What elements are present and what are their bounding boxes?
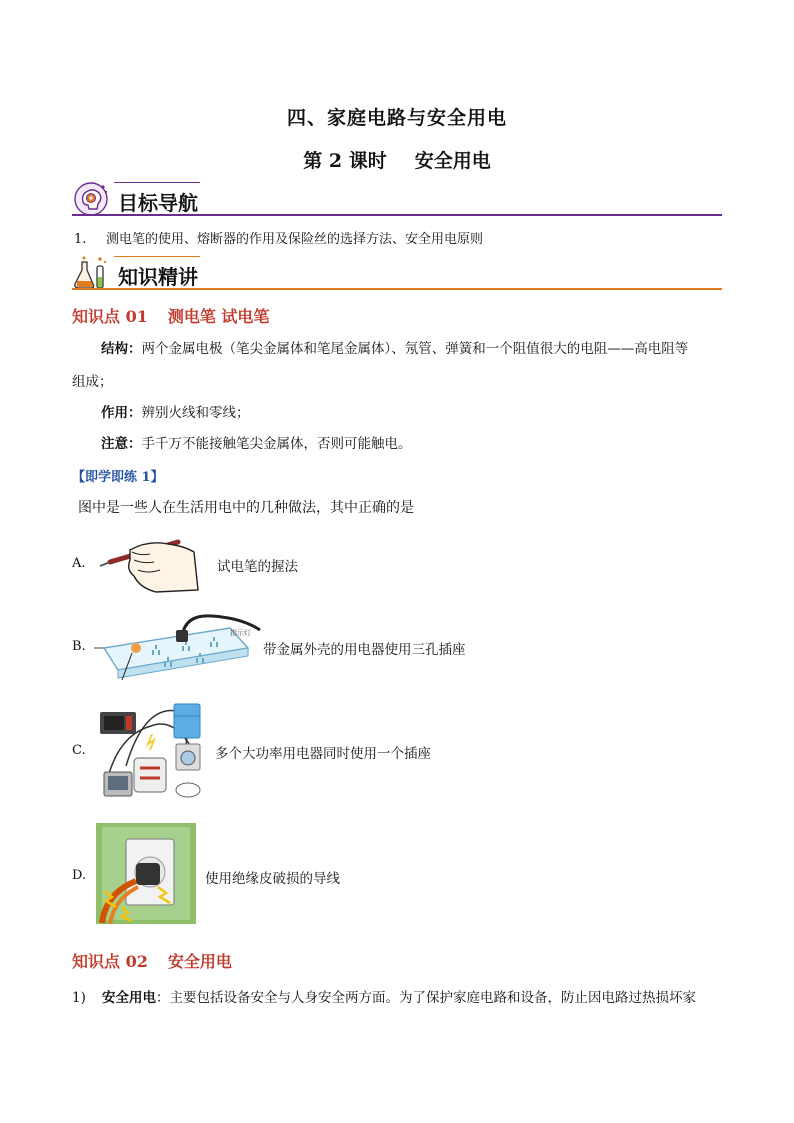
lesson-topic: 安全用电: [414, 150, 491, 172]
option-b-letter: B.: [72, 639, 86, 654]
goal-number: 1.: [74, 232, 87, 247]
function-paragraph: [101, 399, 250, 428]
option-d-letter: D.: [72, 868, 87, 883]
brain-gear-icon: [72, 180, 110, 218]
lesson-number: 第 2 课时: [303, 150, 387, 172]
lab-flask-icon: [72, 254, 110, 292]
question-text: 图中是一些人在生活用电中的几种做法，其中正确的是: [78, 500, 414, 516]
notice-text: 手千万不能接触笔尖金属体，否则可能触电。: [141, 436, 412, 452]
option-a-text: 试电笔的握法: [217, 559, 298, 575]
page-subtitle: [0, 146, 794, 173]
section-header-knowledge: [72, 254, 722, 294]
option-b-three-hole-socket-picture: [92, 608, 262, 686]
goal-list-item: [74, 228, 483, 247]
section-label-knowledge: 知识精讲: [118, 265, 198, 289]
option-a-pen-grip-picture: [90, 530, 202, 596]
safety-item-1: [72, 986, 696, 1006]
option-b-text: 带金属外壳的用电器使用三孔插座: [263, 642, 466, 658]
section-header-rule: [72, 288, 722, 290]
practice-label: 【即学即练 1】: [72, 470, 164, 485]
knowledge-point-01-heading: [72, 304, 269, 327]
section-header-rule: [72, 214, 722, 216]
notice-term: 注意：: [101, 436, 142, 452]
structure-term: 结构：: [101, 341, 142, 357]
page-title: 四、家庭电路与安全用电: [286, 107, 507, 129]
option-d-text: 使用绝缘皮破损的导线: [205, 871, 340, 887]
goal-text: 测电笔的使用、熔断器的作用及保险丝的选择方法、安全用电原则: [106, 232, 484, 247]
structure-text: 两个金属电极（笔尖金属体和笔尾金属体）、氖管、弹簧和一个阻值很大的电阻——高电阻等: [141, 341, 689, 357]
option-d-damaged-wire-picture: [96, 823, 196, 924]
function-term: 作用：: [101, 405, 142, 421]
structure-paragraph-continued: 组成；: [72, 374, 113, 390]
safety-item-text: ：主要包括设备安全与人身安全两方面。为了保护家庭电路和设备，防止因电路过热损坏家: [156, 990, 696, 1006]
section-label-goal: 目标导航: [118, 191, 198, 215]
structure-paragraph: [101, 335, 688, 364]
function-text: 辨别火线和零线；: [141, 405, 250, 421]
knowledge-point-label: 知识点 02: [72, 952, 148, 971]
section-header-goal: [72, 180, 722, 220]
notice-paragraph: [101, 430, 412, 459]
knowledge-point-02-heading: [72, 949, 232, 972]
option-c-overloaded-socket-picture: [96, 696, 211, 804]
safety-item-term: 安全用电: [102, 990, 156, 1006]
option-b-sticker-text: 指示灯: [230, 629, 251, 637]
section-header-accent-line: [114, 256, 200, 257]
knowledge-point-title: 测电笔 试电笔: [167, 307, 270, 326]
safety-item-number: 1): [72, 990, 86, 1006]
option-a-letter: A.: [72, 556, 86, 571]
section-header-accent-line: [114, 182, 200, 183]
option-c-letter: C.: [72, 743, 86, 758]
knowledge-point-label: 知识点 01: [72, 307, 148, 326]
option-c-text: 多个大功率用电器同时使用一个插座: [215, 746, 431, 762]
knowledge-point-title: 安全用电: [167, 952, 232, 971]
